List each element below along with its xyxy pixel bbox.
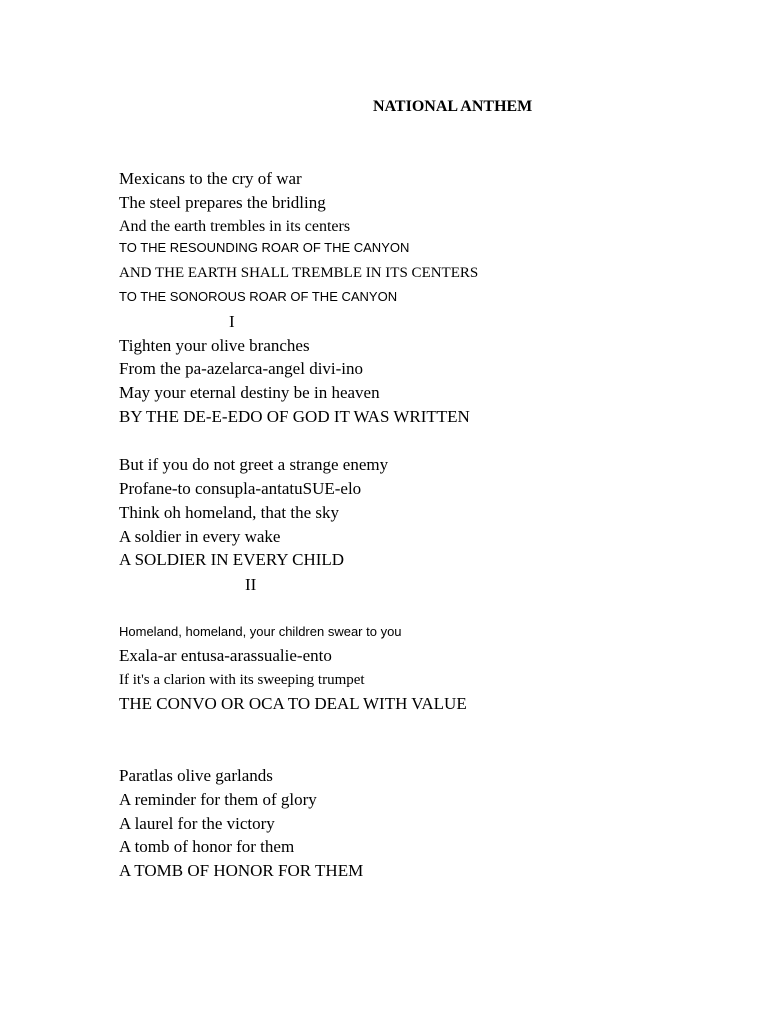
verse-line: Tighten your olive branches	[119, 336, 310, 355]
verse-line: A tomb of honor for them	[119, 837, 295, 856]
verse-line: A SOLDIER IN EVERY CHILD	[119, 550, 345, 569]
section-numeral: I	[229, 312, 235, 331]
chorus-line: AND THE EARTH SHALL TREMBLE IN ITS CENTERS	[119, 265, 479, 281]
verse-line: TO THE RESOUNDING ROAR OF THE CANYON	[119, 240, 410, 255]
document-title: NATIONAL ANTHEM	[373, 98, 533, 115]
verse-line: But if you do not greet a strange enemy	[119, 455, 389, 474]
verse-line: And the earth trembles in its centers	[119, 218, 351, 235]
verse-line: Paratlas olive garlands	[119, 766, 273, 785]
verse-line: Exala-ar entusa-arassualie-ento	[119, 646, 332, 665]
verse-line: A soldier in every wake	[119, 527, 281, 546]
verse-line: From the pa-azelarca-angel divi-ino	[119, 359, 364, 378]
verse-line: Think oh homeland, that the sky	[119, 503, 340, 522]
verse-line: THE CONVO OR OCA TO DEAL WITH VALUE	[119, 694, 467, 713]
chorus-line: TO THE SONOROUS ROAR OF THE CANYON	[119, 289, 398, 304]
verse-line: BY THE DE-E-EDO OF GOD IT WAS WRITTEN	[119, 407, 470, 426]
verse-line: Profane-to consupla-antatuSUE-elo	[119, 479, 362, 498]
verse-line: The steel prepares the bridling	[119, 193, 326, 212]
section-numeral: II	[245, 575, 257, 594]
verse-line: A TOMB OF HONOR FOR THEM	[119, 861, 364, 880]
verse-line: Homeland, homeland, your children swear to you	[119, 624, 402, 639]
verse-line: A laurel for the victory	[119, 814, 275, 833]
document-title-row	[0, 97, 768, 117]
verse-line: If it's a clarion with its sweeping trumpet	[119, 672, 365, 688]
verse-line: Mexicans to the cry of war	[119, 169, 302, 188]
verse-line: May your eternal destiny be in heaven	[119, 383, 380, 402]
verse-line: A reminder for them of glory	[119, 790, 317, 809]
